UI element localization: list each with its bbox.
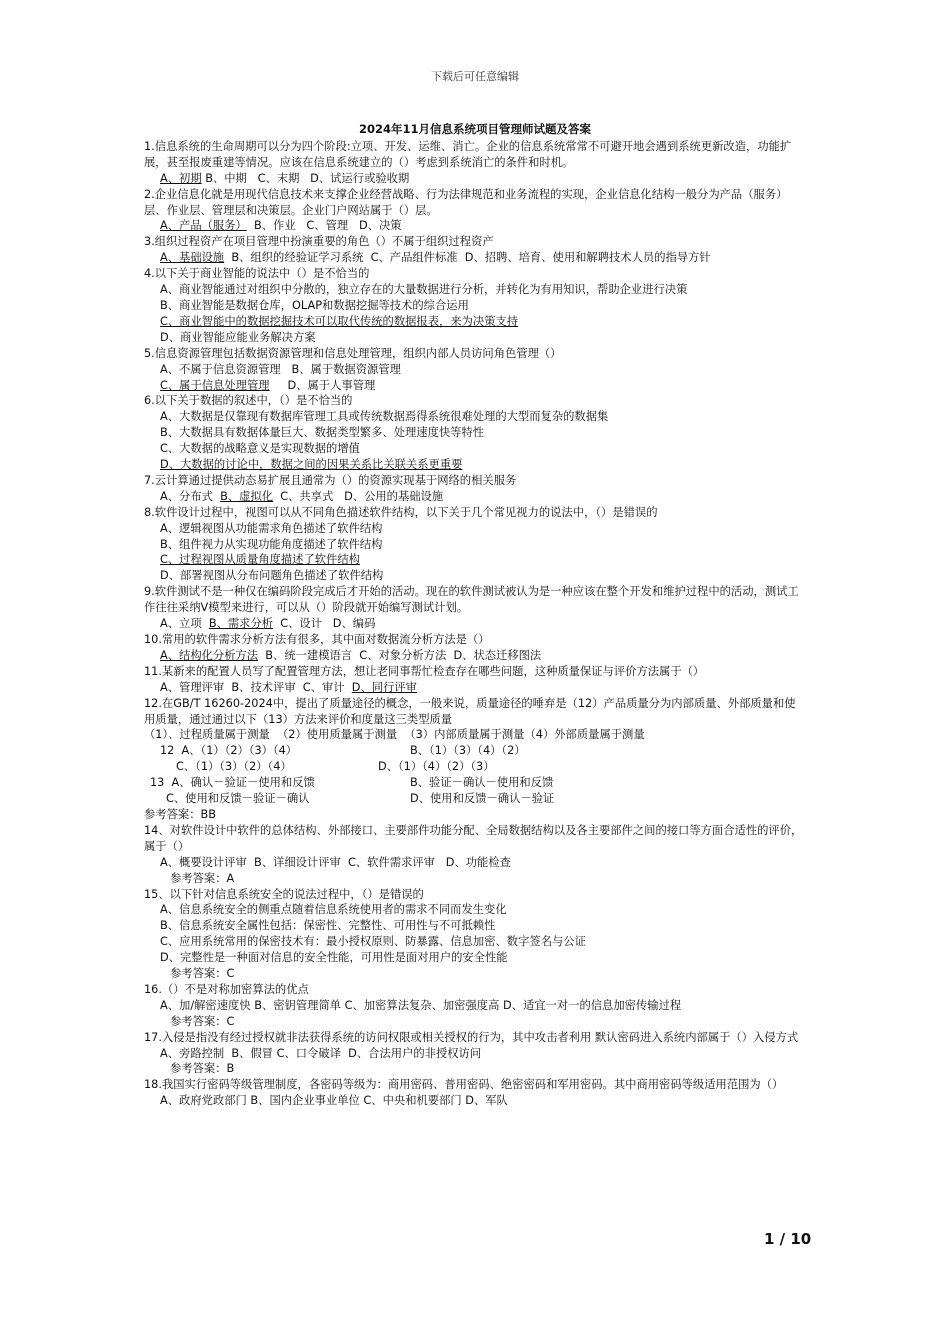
option-15a: A、信息系统安全的侧重点随着信息系统使用者的需求不同而发生变化 <box>160 903 507 917</box>
options-7 <box>160 489 806 505</box>
options-17: A、旁路控制 B、假冒 C、口令破译 D、合法用户的非授权访问 <box>160 1046 482 1060</box>
answer-option: B、虚拟化 <box>220 489 274 503</box>
answer-option: D、同行评审 <box>351 680 417 694</box>
options-2 <box>160 218 806 234</box>
question-2: 2.企业信息化就是用现代信息技术来支撑企业经营战略、行为法律规范和业务流程的实现，企业信息化结构一般分为产品（服务）层、作业层、管理层和决策层。企业门户网站属于（）层。 <box>144 187 788 217</box>
question-8: 8.软件设计过程中，视图可以从不同角色描述软件结构，以下关于几个常见视力的说法中，（）是错误的 <box>144 505 658 519</box>
page-number: 1 / 10 <box>764 1230 812 1248</box>
question-10: 10.常用的软件需求分析方法有很多，其中面对数据流分析方法是（） <box>144 633 490 646</box>
option-text: A、管理评审 B、技术评审 C、审计 <box>160 680 352 694</box>
options-14: A、概要设计评审 B、详细设计评审 C、软件需求评审 D、功能检查 <box>160 855 511 869</box>
option-8a: A、逻辑视图从功能需求角色描述了软件结构 <box>160 521 383 535</box>
options-18: A、政府党政部门 B、国内企业事业单位 C、中央和机要部门 D、军队 <box>160 1094 508 1108</box>
question-15: 15、以下针对信息系统安全的说法过程中，（）是错误的 <box>144 887 424 901</box>
option-text: B、作业 C、管理 D、决策 <box>246 219 402 233</box>
answer-option: B、需求分析 <box>208 617 274 631</box>
option-text: B、组织的经验证学习系统 C、产品组件标准 D、招聘、培育、使用和解聘技术人员的指导方针 <box>224 251 711 265</box>
answer-option: A、结构化分析方法 <box>160 648 259 662</box>
options-10 <box>160 648 806 664</box>
option-text: D、属于人事管理 <box>269 378 376 392</box>
question-12-items: （1）、过程质量属于测量 （2）使用质量属于测量 （3）内部质量属于测量（4）外部质量属于测量 <box>144 728 645 742</box>
q12-row1 <box>160 743 806 759</box>
answer-17: 参考答案：B <box>170 1062 235 1076</box>
options-9 <box>160 616 806 632</box>
option-5ab: A、不属于信息资源管理 B、属于数据资源管理 <box>160 362 401 376</box>
question-7: 7.云计算通过提供动态易扩展且通常为（）的资源实现基于网络的相关服务 <box>144 473 517 487</box>
option-text: B、中期 C、末期 D、试运行或验收期 <box>201 171 410 185</box>
q13-row1 <box>150 775 806 791</box>
answer-option: A、初期 <box>160 171 202 185</box>
q13-option-d: D、使用和反馈－确认－验证 <box>410 792 555 806</box>
answer-12: 参考答案：BB <box>144 807 216 821</box>
question-6: 6.以下关于数据的叙述中，（）是不恰当的 <box>144 394 353 408</box>
question-18: 18.我国实行密码等级管理制度，各密码等级为：商用密码、普用密码、绝密密码和军用密码。其中商用密码等级适用范围为（） <box>144 1078 784 1092</box>
q13-option-c: C、使用和反馈－验证－确认 <box>166 792 310 806</box>
option-text: C、共享式 D、公用的基础设施 <box>273 489 444 503</box>
option-15d: D、完整性是一种面对信息的安全性能，可用性是面对用户的安全性能 <box>160 951 508 965</box>
document-body <box>144 122 806 1109</box>
q12-option-d: D、（1）（4）（2）（3） <box>378 760 495 774</box>
q13-row2 <box>166 791 806 807</box>
question-11: 11.某新来的配置人员写了配置管理方法，想让老同事帮忙检查存在哪些问题，这种质量保证与评价方法属于（） <box>144 664 705 678</box>
option-8d: D、部署视图从分布问题角色描述了软件结构 <box>160 569 384 583</box>
option-8b: B、组件视力从实现功能角度描述了软件结构 <box>160 537 383 551</box>
q12-option-a: 12 A、（1）（2）（3）（4） <box>160 744 298 758</box>
option-text: A、分布式 <box>160 489 221 503</box>
question-1: 1.信息系统的生命周期可以分为四个阶段:立项、开发、运维、消亡。企业的信息系统常常不可避开地会遇到系统更新改造，功能扩展，甚至报废重建等情况。应该在信息系统建立的（）考虑到系统消亡的条件和时机。 <box>144 139 792 169</box>
answer-14: 参考答案：A <box>170 871 235 885</box>
option-4d: D、商业智能应能业务解决方案 <box>160 330 316 344</box>
options-5cd <box>160 378 806 394</box>
option-4c: C、商业智能中的数据挖掘技术可以取代传统的数据报表，来为决策支持 <box>160 314 519 328</box>
option-15c: C、应用系统常用的保密技术有：最小授权原则、防暴露、信息加密、数字签名与公证 <box>160 935 586 949</box>
option-6a: A、大数据是仅靠现有数据库管理工具或传统数据焉得系统很难处理的大型而复杂的数据集 <box>160 410 609 424</box>
header-note: 下载后可任意编辑 <box>431 70 519 83</box>
question-9: 9.软件测试不是一种仅在编码阶段完成后才开始的活动。现在的软件测试被认为是一种应该在整个开发和维护过程中的活动，测试工作往往采纳V模型来进行，可以从（）阶段就开始编写测试计划。 <box>144 585 799 615</box>
question-16: 16.（）不是对称加密算法的优点 <box>144 982 309 996</box>
option-4a: A、商业智能通过对组织中分散的，独立存在的大量数据进行分析，并转化为有用知识，帮助企业进行决策 <box>160 283 688 297</box>
options-16: A、加/解密速度快 B、密钥管理简单 C、加密算法复杂、加密强度高 D、适宜一对一的信息加密传输过程 <box>160 998 682 1012</box>
q13-option-b: B、验证－确认－使用和反馈 <box>410 776 554 790</box>
q13-option-a: 13 A、确认－验证－使用和反馈 <box>150 776 315 790</box>
option-15b: B、信息系统安全属性包括：保密性、完整性、可用性与不可抵赖性 <box>160 919 496 933</box>
page-title: 2024年11月信息系统项目管理师试题及答案 <box>358 122 591 136</box>
q12-option-b: B、（1）（3）（4）（2） <box>410 744 526 758</box>
option-4b: B、商业智能是数据仓库，OLAP和数据挖掘等技术的综合运用 <box>160 298 469 312</box>
option-text: C、设计 D、编码 <box>273 617 376 631</box>
answer-16: 参考答案：C <box>170 1014 235 1028</box>
question-4: 4.以下关于商业智能的说法中（）是不恰当的 <box>144 267 370 281</box>
answer-option: C、属于信息处理管理 <box>160 378 270 392</box>
question-14: 14、对软件设计中软件的总体结构、外部接口、主要部件功能分配、全局数据结构以及各主要部件之间的接口等方面合适性的评价，属于（） <box>144 823 803 853</box>
options-3 <box>160 250 806 266</box>
option-6c: C、大数据的战略意义是实现数据的增值 <box>160 442 360 456</box>
option-6d: D、大数据的讨论中，数据之间的因果关系比关联关系更重要 <box>160 458 463 472</box>
option-6b: B、大数据具有数据体量巨大、数据类型繁多、处理速度快等特性 <box>160 426 485 440</box>
answer-option: A、基础设施 <box>160 251 225 265</box>
option-text: B、统一建模语言 C、对象分析方法 D、状态迁移图法 <box>258 648 542 662</box>
q12-option-c: C、（1）（3）（2）（4） <box>176 760 292 774</box>
answer-option: A、产品（服务） <box>160 219 247 233</box>
answer-15: 参考答案：C <box>170 967 235 981</box>
question-17: 17.入侵是指没有经过授权就非法获得系统的访问权限或相关授权的行为，其中攻击者利用 默认密码进入系统内部属于（）入侵方式 <box>144 1030 799 1044</box>
option-text: A、立项 <box>160 617 209 631</box>
q12-row2 <box>176 759 806 775</box>
question-12: 12.在GB/T 16260-2024中，提出了质量途径的概念，一般来说，质量途径的唾弃是（12）产品质量分为内部质量、外部质量和使用质量，通过通过以下（13）方法来评价和度量这三类型质量 <box>144 696 796 726</box>
options-1 <box>160 171 806 187</box>
option-8c: C、过程视图从质量角度描述了软件结构 <box>160 553 360 567</box>
question-5: 5.信息资源管理包括数据资源管理和信息处理管理，组织内部人员访问角色管理（） <box>144 346 562 360</box>
options-11 <box>160 680 806 696</box>
question-3: 3.组织过程资产在项目管理中扮演重要的角色（）不属于组织过程资产 <box>144 235 494 249</box>
